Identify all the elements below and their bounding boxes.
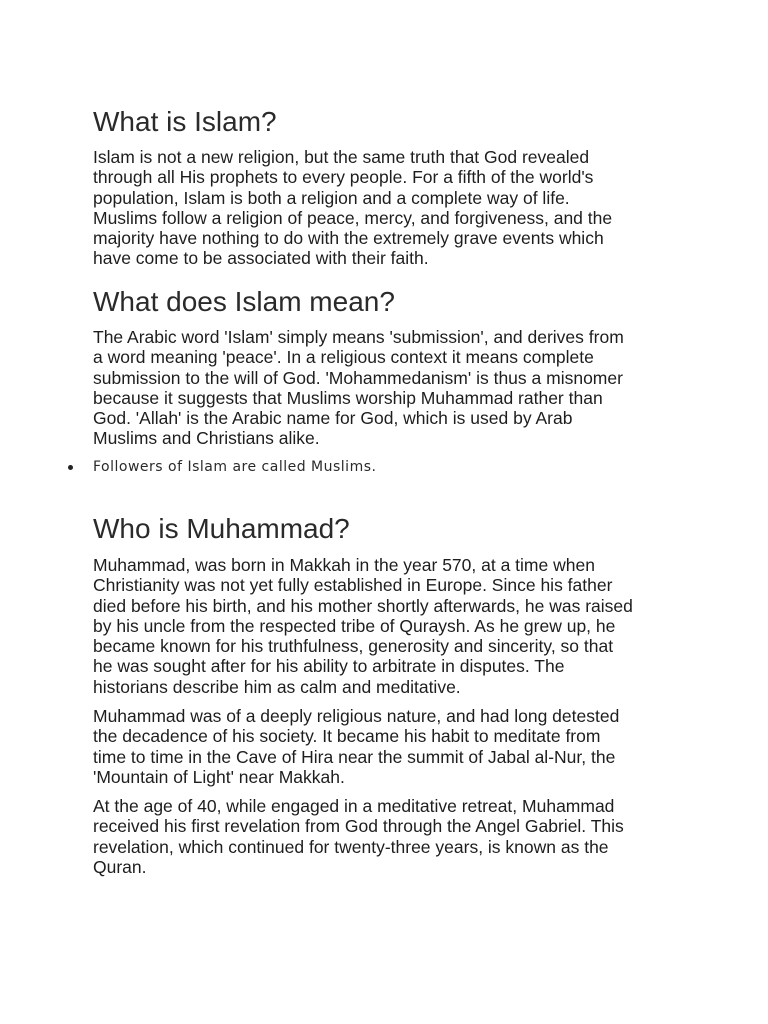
text-line: received his first revelation from God through the Angel Gabriel. This — [93, 816, 624, 837]
paragraph-first-revelation — [93, 796, 683, 877]
text-line: died before his birth, and his mother shortly afterwards, he was raised — [93, 595, 633, 616]
text-line: Muslims follow a religion of peace, mercy, and forgiveness, and the — [93, 207, 613, 228]
text-line: 'Mountain of Light' near Makkah. — [93, 766, 345, 787]
section-heading-who-is-muhammad: Who is Muhammad? — [93, 513, 350, 544]
section-heading-what-does-islam-mean: What does Islam mean? — [93, 286, 395, 317]
text-line: population, Islam is both a religion and a complete way of life. — [93, 187, 570, 208]
paragraph-islam-meaning — [93, 327, 683, 449]
text-line: Muhammad, was born in Makkah in the year 570, at a time when — [93, 555, 595, 575]
text-line: by his uncle from the respected tribe of Quraysh. As he grew up, he — [93, 615, 616, 636]
paragraph-muhammad-religious-nature — [93, 706, 683, 787]
text-line: revelation, which continued for twenty-three years, is known as the — [93, 836, 609, 857]
text-line: At the age of 40, while engaged in a meditative retreat, Muhammad — [93, 796, 615, 816]
text-line: a word meaning 'peace'. In a religious context it means complete — [93, 347, 594, 368]
text-line: he was sought after for his ability to arbitrate in disputes. The — [93, 656, 565, 677]
text-line: through all His prophets to every people. For a fifth of the world's — [93, 167, 594, 188]
text-line: Muhammad was of a deeply religious nature, and had long detested — [93, 706, 620, 726]
bullet-list-item — [68, 458, 376, 476]
paragraph-what-is-islam — [93, 147, 683, 269]
text-line: Islam is not a new religion, but the same truth that God revealed — [93, 147, 590, 167]
text-line: Muslims and Christians alike. — [93, 428, 320, 449]
text-line: became known for his truthfulness, generosity and sincerity, so that — [93, 636, 614, 657]
text-line: Christianity was not yet fully established in Europe. Since his father — [93, 575, 613, 596]
bullet-text: Followers of Islam are called Muslims. — [93, 459, 377, 475]
text-line: because it suggests that Muslims worship Muhammad rather than — [93, 387, 603, 408]
text-line: The Arabic word 'Islam' simply means 'submission', and derives from — [93, 327, 624, 347]
section-heading-what-is-islam: What is Islam? — [93, 106, 277, 137]
text-line: submission to the will of God. 'Mohammedanism' is thus a misnomer — [93, 367, 623, 388]
text-line: historians describe him as calm and meditative. — [93, 676, 461, 697]
text-line: majority have nothing to do with the extremely grave events which — [93, 228, 604, 249]
text-line: the decadence of his society. It became his habit to meditate from — [93, 726, 601, 747]
text-line: Quran. — [93, 856, 147, 877]
text-line: time to time in the Cave of Hira near the summit of Jabal al-Nur, the — [93, 746, 616, 767]
bullet-dot-icon — [68, 465, 73, 470]
text-line: God. 'Allah' is the Arabic name for God, which is used by Arab — [93, 408, 573, 429]
text-line: have come to be associated with their faith. — [93, 248, 429, 269]
paragraph-muhammad-birth — [93, 555, 683, 697]
